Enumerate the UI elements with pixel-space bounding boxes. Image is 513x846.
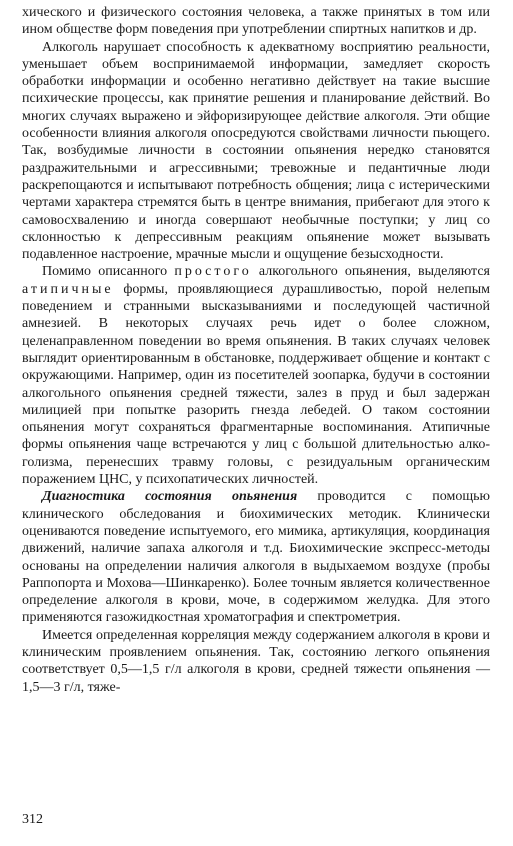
text-run: алкогольного опьянения, выделяются bbox=[251, 264, 491, 280]
text-run: формы, проявляющиеся дурашливостью, порой нелепым поведением и странными высказываниями и последующей частичной амнезией. В некоторых случаях речь идет о более сложном, целенаправленном поведении во время опьянения. В таких случаях человек выглядит ориентированным в обстановке, поддерживает общение и контакт с окружающими. Например, один из посетителей зоопарка, будучи в состоянии алкогольного опьянения средней тяжести, залез в пруд и был задержан милицией при попытке разорить гнезда лебедей. О таком состоянии опьянения могут сохраняться фрагментарные воспоминания. Атипичные формы опьянения чаще встречаются у лиц с большой длительностью алкоголизма, перенесших травму головы, с резидуальным органическим поражением ЦНС, у психопатических личностей. bbox=[22, 281, 490, 488]
paragraph-continuation: хического и физического состояния человека, а также принятых в том или ином обществе форм поведения при употреблении спиртных напитков и др. bbox=[22, 5, 490, 38]
paragraph-correlation: Имеется определенная корреляция между содержанием алкоголя в крови и клиническим проявлением опьянения. Так, состоянию легкого опьянения соответствует 0,5—1,5 г/л алкоголя в крови, средней тяжести опьянения — 1,5—3 г/л, тяже- bbox=[22, 627, 490, 695]
paragraph-alcohol-effects: Алкоголь нарушает способность к адекватному восприятию реальности, уменьшает объем воспринимаемой информации, замедляет скорость обработки информации и особенно негативно действует на такие высшие психические процессы, как принятие решения и планирование действий. Во многих случаях выражено и эйфоризирующее действие алкоголя. Эти общие особенности влияния алкоголя опосредуются свойствами личности пьющего. Так, возбудимые личности в состоянии опьянения нередко становятся раздражительными и агрессивными; тревожные и педантичные люди раскрепощаются и испытывают потребность общения; лица с истерическими чертами характера стремятся быть в центре внимания, прибегают для этого к самовосхвалению и иногда совершают необычные поступки; у лиц со склонностью к депрессивным реакциям опьянение может вызывать подавленное настроение, мрачные мысли и ощущение безысходности. bbox=[22, 39, 490, 263]
paragraph-diagnostics bbox=[22, 488, 490, 626]
paragraph-atypical-forms bbox=[22, 263, 490, 488]
run-in-heading: Диагностика состояния опьянения bbox=[42, 489, 298, 505]
text-run: Помимо описанного bbox=[42, 264, 175, 280]
page-body bbox=[22, 4, 490, 696]
emphasis-atypical: атипичные bbox=[22, 281, 114, 297]
emphasis-simple: простого bbox=[174, 264, 252, 280]
page-number: 312 bbox=[22, 812, 43, 827]
text-run: проводится с помощью клинического обследования и биохимических методик. Клинически оцениваются поведение испытуемого, его мимика, артикуляция, координация движений, наличие запаха алкоголя и т.д. Биохимические экспресс-методы основаны на определении наличия алкоголя в выдыхаемом воздухе (пробы Раппопорта и Мохова—Шинкаренко). Более точным является количественное определение алкоголя в крови, моче, в содержимом желудка. Для этого применяются газожидкостная хроматография и спектрометрия. bbox=[22, 489, 490, 626]
